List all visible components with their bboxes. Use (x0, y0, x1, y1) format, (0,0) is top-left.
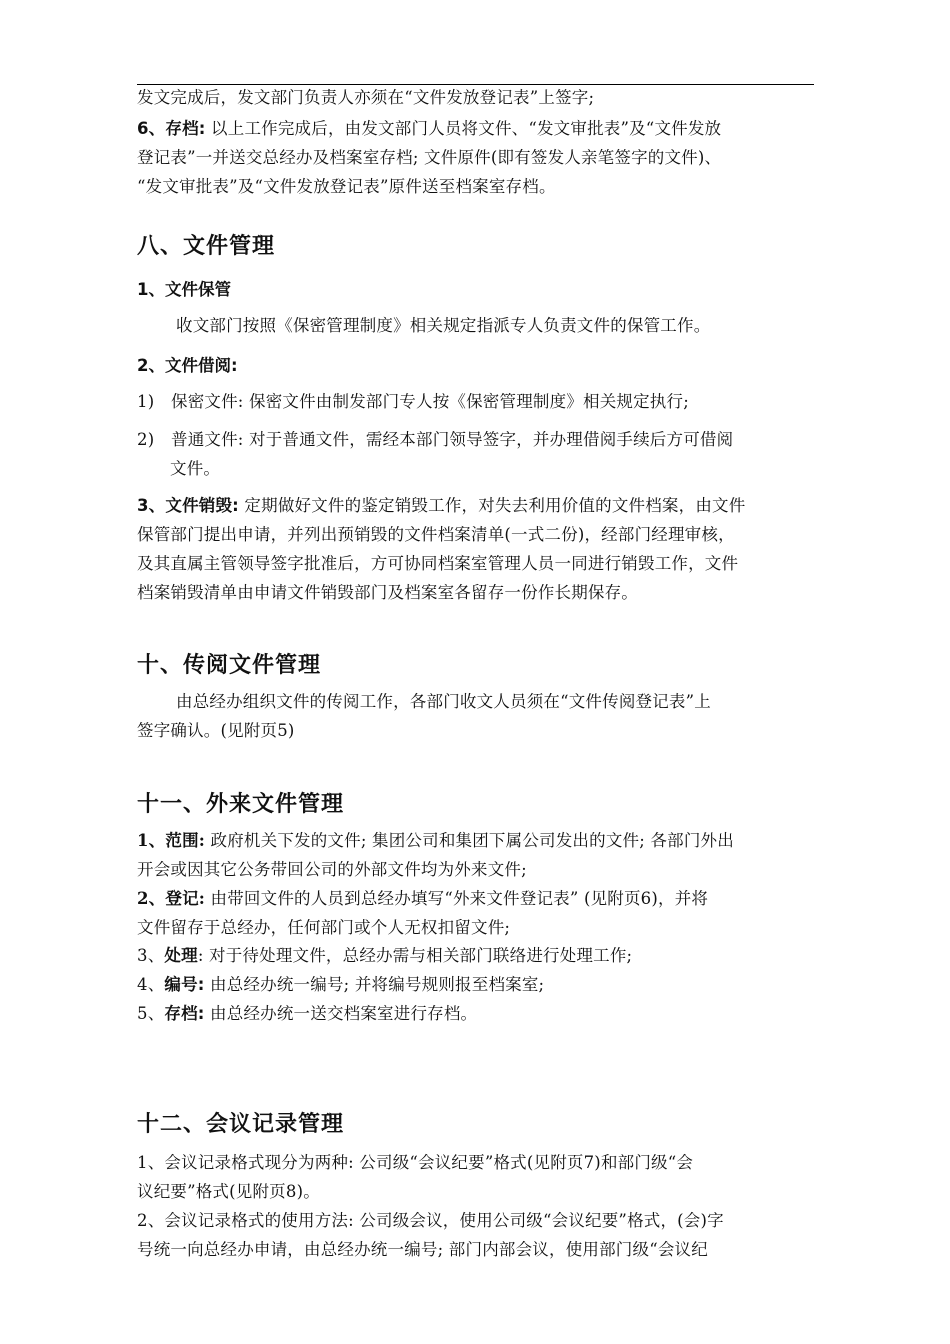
store-line: 5、存档: 由总经办统一送交档案室进行存档。 (137, 1004, 478, 1023)
destroy-line-1: 3、文件销毁: 定期做好文件的鉴定销毁工作，对失去利用价值的文件档案，由文件 (137, 496, 746, 515)
circulate-line-1: 由总经办组织文件的传阅工作，各部门收文人员须在“文件传阅登记表”上 (176, 692, 711, 711)
paragraph-line: 发文完成后，发文部门负责人亦须在“文件发放登记表”上签字; (137, 88, 595, 107)
numbering-line: 4、编号: 由总经办统一编号; 并将编号规则报至档案室; (137, 975, 545, 994)
list-item-ordinary-cont: 文件。 (170, 459, 221, 478)
minutes-line-4: 号统一向总经办申请，由总经办统一编号; 部门内部会议，使用部门级“会议纪 (137, 1240, 708, 1259)
subsection-title-keep: 1、文件保管 (137, 280, 231, 299)
destroy-line-3: 及其直属主管领导签字批准后，方可协同档案室管理人员一同进行销毁工作，文件 (137, 554, 739, 573)
scope-line-2: 开会或因其它公务带回公司的外部文件均为外来文件; (137, 860, 527, 879)
minutes-line-1: 1、会议记录格式现分为两种: 公司级“会议纪要”格式(见附页7)和部门级“会 (137, 1153, 694, 1172)
section-title-8: 八、文件管理 (137, 234, 276, 259)
scope-line-1: 1、范围: 政府机关下发的文件; 集团公司和集团下属公司发出的文件; 各部门外出 (137, 831, 734, 850)
archive-line-2: 登记表”一并送交总经办及档案室存档; 文件原件(即有签发人亲笔签字的文件)、 (137, 148, 722, 167)
section-title-10: 十、传阅文件管理 (137, 653, 322, 678)
destroy-label: 3、文件销毁: (137, 496, 239, 515)
header-rule (137, 84, 814, 85)
list-item-confidential: 1) 保密文件: 保密文件由制发部门专人按《保密管理制度》相关规定执行; (137, 392, 689, 411)
keep-text: 收文部门按照《保密管理制度》相关规定指派专人负责文件的保管工作。 (176, 316, 711, 335)
section-title-11: 十一、外来文件管理 (137, 792, 345, 817)
archive-line-3: “发文审批表”及“文件发放登记表”原件送至档案室存档。 (137, 177, 556, 196)
archive-line-1: 6、存档: 以上工作完成后，由发文部门人员将文件、“发文审批表”及“文件发放 (137, 119, 722, 138)
archive-label: 6、存档: (137, 119, 206, 138)
circulate-line-2: 签字确认。(见附页5) (137, 721, 295, 740)
destroy-line-2: 保管部门提出申请，并列出预销毁的文件档案清单(一式二份)，经部门经理审核， (137, 525, 735, 544)
destroy-line-4: 档案销毁清单由申请文件销毁部门及档案室各留存一份作长期保存。 (137, 583, 638, 602)
minutes-line-3: 2、会议记录格式的使用方法: 公司级会议，使用公司级“会议纪要”格式，(会)字 (137, 1211, 724, 1230)
minutes-line-2: 议纪要”格式(见附页8)。 (137, 1182, 320, 1201)
section-title-12: 十二、会议记录管理 (137, 1112, 345, 1137)
register-line-1: 2、登记: 由带回文件的人员到总经办填写“外来文件登记表” (见附页6)，并将 (137, 889, 709, 908)
subsection-title-borrow: 2、文件借阅: (137, 356, 238, 375)
register-line-2: 文件留存于总经办，任何部门或个人无权扣留文件; (137, 918, 511, 937)
handle-line: 3、处理: 对于待处理文件，总经办需与相关部门联络进行处理工作; (137, 946, 633, 965)
list-item-ordinary: 2) 普通文件: 对于普通文件，需经本部门领导签字，并办理借阅手续后方可借阅 (137, 430, 734, 449)
